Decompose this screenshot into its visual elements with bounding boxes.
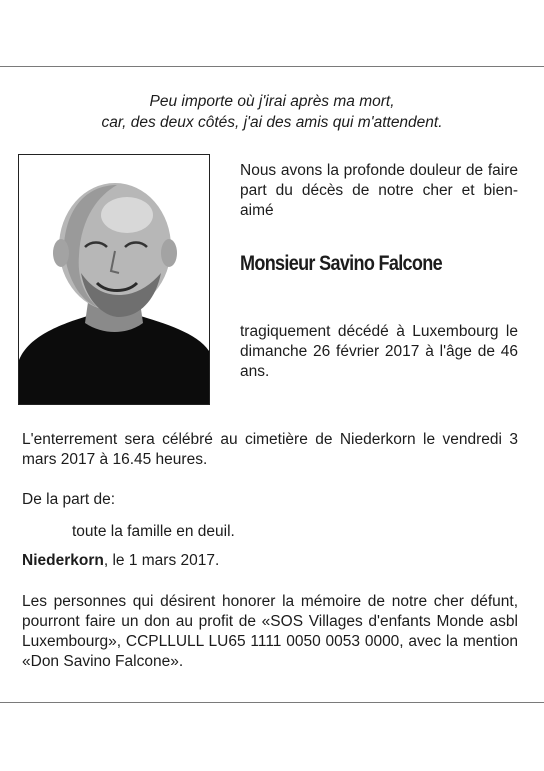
death-details: tragiquement décédé à Luxembourg le dimanche 26 février 2017 à l'âge de 46 ans. [240, 323, 518, 380]
notice-date: , le 1 mars 2017. [103, 552, 220, 569]
burial-notice: L'enterrement sera célébré au cimetière de Niederkorn le vendredi 3 mars 2017 à 16.45 heures. [22, 431, 518, 468]
quote-line-1: Peu importe où j'irai après ma mort, [149, 93, 395, 110]
from-label: De la part de: [22, 491, 116, 508]
donation-notice: Les personnes qui désirent honorer la mémoire de notre cher défunt, pourront faire un don au profit de «SOS Villages d'enfants Monde asbl Luxembourg», CCPLLULL LU65 1111 0050 0053 0000, avec la mention «Don Savino Falcone». [22, 593, 518, 670]
place-name: Niederkorn [22, 552, 104, 569]
quote-line-2: car, des deux côtés, j'ai des amis qui m'attendent. [101, 114, 443, 131]
top-divider [0, 66, 544, 67]
place-date [22, 551, 219, 571]
announcement-intro: Nous avons la profonde douleur de faire part du décès de notre cher et bien-aimé [240, 162, 518, 219]
deceased-name: Monsieur Savino Falcone [240, 252, 442, 275]
epitaph-quote [0, 91, 544, 133]
bottom-divider [0, 702, 544, 703]
portrait-illustration [19, 155, 209, 404]
family-signature: toute la famille en deuil. [72, 523, 235, 540]
portrait-photo [18, 154, 210, 405]
